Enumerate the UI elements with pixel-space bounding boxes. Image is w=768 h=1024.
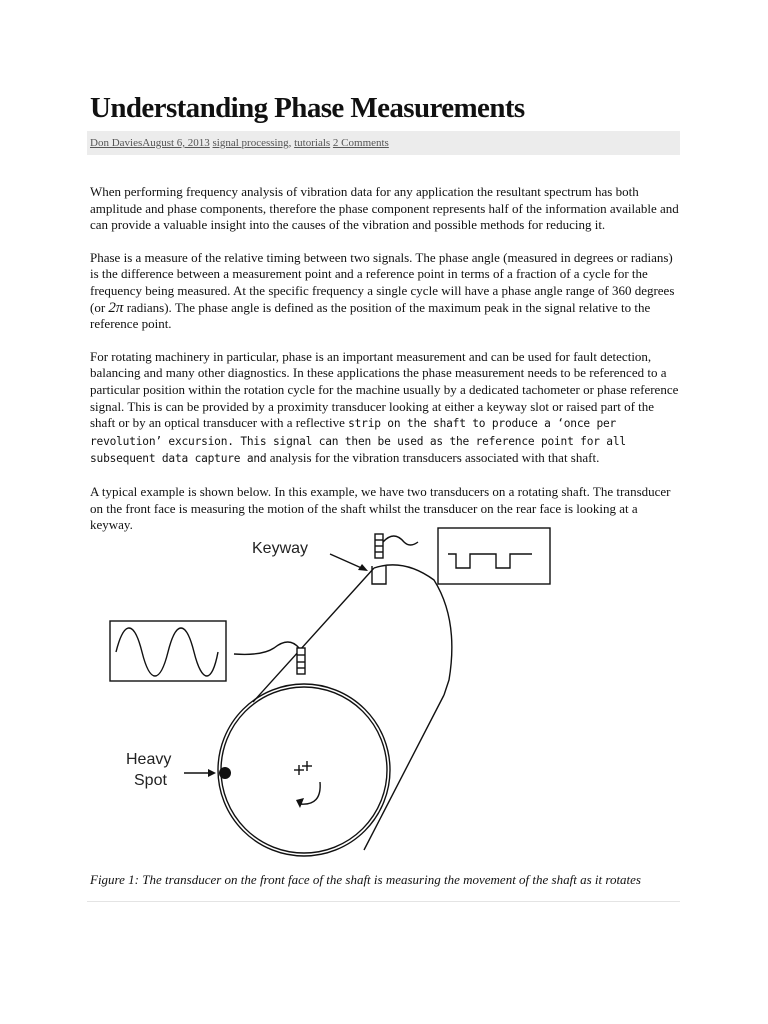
front-transducer-cable [234, 642, 299, 654]
post-meta [87, 131, 680, 155]
front-transducer [297, 648, 305, 674]
square-wave-trace [448, 554, 532, 568]
rotation-arrow [300, 782, 320, 804]
rear-transducer-cable [383, 536, 418, 545]
heavy-spot-marker [219, 767, 231, 779]
post-date[interactable]: August 6, 2013 [142, 137, 210, 149]
divider [87, 901, 680, 902]
page-title: Understanding Phase Measurements [90, 92, 525, 124]
paragraph-text: For rotating machinery in particular, phase is an important measurement and can be used for fault detection, balancing and many other diagnostics. In these applications the phase measurement needs to be referenced to a particular position within the rotation cycle for the machine usually by a dedicated tachometer or phase reference signal. This is can be provided by a proximity transducer looking at either a keyway slot or raised part of the shaft or by an optical transducer with a reflective [90, 348, 679, 431]
keyway-label: Keyway [252, 540, 309, 557]
category-link-signal-processing[interactable]: signal processing [212, 137, 289, 149]
paragraph-text: analysis for the vibration transducers associated with that shaft. [266, 450, 600, 466]
paragraph-text: radians). The phase angle is defined as the position of the maximum peak in the signal relative to the reference point. [90, 299, 651, 332]
shaft-outline-bottom [364, 695, 444, 850]
shaft-transducer-diagram [104, 520, 574, 865]
article-body [90, 184, 680, 550]
paragraph-text: Phase is a measure of the relative timing between two signals. The phase angle (measured in degrees or radians) is the difference between a measurement point and a reference point in terms of a fraction of a cycle for the frequency being measured. At the specific frequency a single cycle will have a phase angle range of 360 degrees (or [90, 249, 675, 315]
category-separator: , [288, 137, 292, 149]
author-link[interactable]: Don Davies [90, 137, 143, 149]
shaft-outline-top [253, 568, 374, 702]
paragraph: A typical example is shown below. In this example, we have two transducers on a rotating shaft. The transducer on the front face is measuring the motion of the shaft whilst the transducer on the rear face is looking at a keyway. [90, 483, 671, 533]
paragraph-text-mono: strip on the shaft to produce a ‘once per revolution’ excursion. This signal can then be used as the reference point for all subsequent data capture and [90, 417, 626, 466]
paragraph: When performing frequency analysis of vibration data for any application the resultant spectrum has both amplitude and phase components, therefore the phase component represents half of the information available and can provide a valuable insight into the causes of the vibration and possible methods for reducing it. [90, 184, 679, 233]
math-two-pi: 2π [108, 299, 124, 316]
category-link-tutorials[interactable]: tutorials [294, 137, 331, 149]
paragraph [90, 250, 680, 333]
sine-wave-trace [116, 628, 218, 676]
paragraph [90, 349, 680, 468]
heavy-label: Heavy [126, 751, 172, 768]
figure-caption: Figure 1: The transducer on the front face of the shaft is measuring the movement of the shaft as it rotates [90, 872, 641, 887]
square-wave-plot [438, 528, 550, 584]
spot-label: Spot [134, 772, 167, 789]
comments-link[interactable]: 2 Comments [332, 137, 389, 149]
